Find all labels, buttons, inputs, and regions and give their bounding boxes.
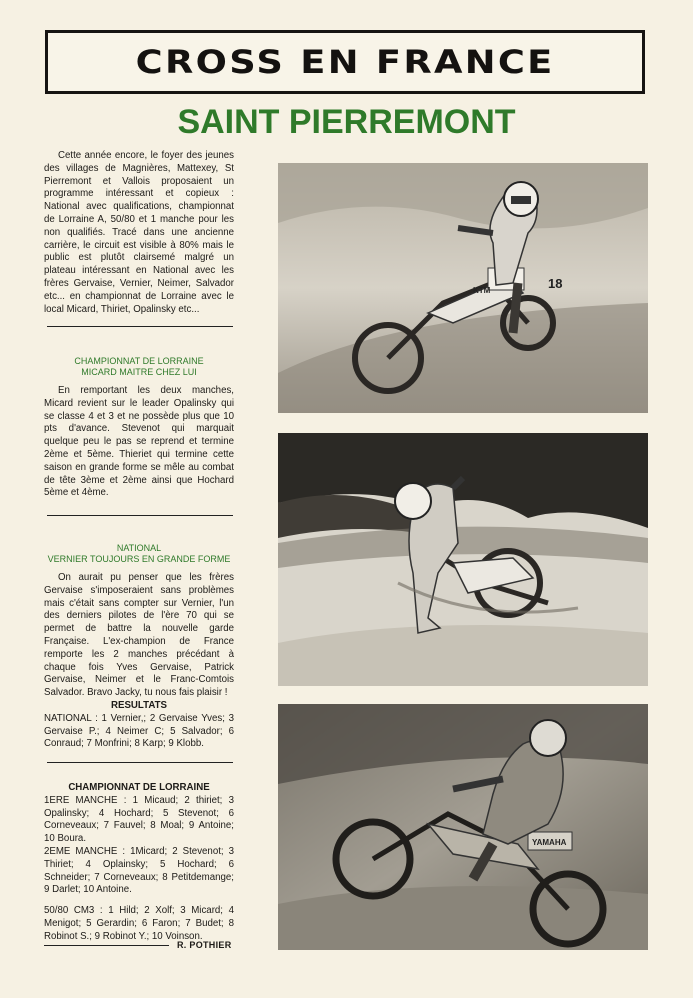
divider: [47, 515, 233, 516]
bike-brand-ktm: KTM: [473, 286, 491, 295]
lorraine-paragraph: En remportant les deux manches, Micard revient sur le leader Opalinsky qui se classe 4 et 3 et ne possède plus que 10 pts d'avance. Stevenot qui marquait quelque peu le pas se reprend et termine 2ème et 5ème. Thieriet qui termine cette saison en grande forme se mêle au combat de tête 3ème et 2ème ainsi que Hochard 5ème et 4ème.: [44, 385, 234, 499]
photo-rider-ktm-illustration: [278, 163, 648, 413]
divider: [47, 762, 233, 763]
section-title: CROSS EN FRANCE: [135, 43, 555, 81]
author-name: R. POTHIER: [177, 940, 232, 950]
byline: [44, 938, 234, 952]
intro-column: [44, 150, 234, 316]
lorraine-column: [44, 385, 234, 500]
manche2-results: 2EME MANCHE : 1Micard; 2 Stevenot; 3 Thiriet; 4 Oplainsky; 5 Hochard; 6 Schneider; 7 Corneveaux; 8 Petitdemange; 9 Darlet; 10 Antoine.: [44, 845, 234, 896]
lorraine-heading-line1: CHAMPIONNAT DE LORRAINE: [74, 356, 204, 366]
photo-rider-yamaha: [278, 704, 648, 950]
national-column: [44, 572, 234, 751]
manche1-results: 1ERE MANCHE : 1 Micaud; 2 thiriet; 3 Opalinsky; 4 Hochard; 5 Stevenot; 6 Corneveaux; 7 Fauvel; 8 Moal; 9 Antoine; 10 Boura.: [44, 794, 234, 845]
intro-paragraph: Cette année encore, le foyer des jeunes des villages de Magnières, Mattexey, St Pierremont et Vallois proposaient un programme intéressant et copieux : National avec qualifications, championnat de Lorraine A, 50/80 et 1 manche pour les non qualifiés. Tracé dans une ancienne carrière, le circuit est visible à 80% mais le public est plutôt clairsemé malgré un plateau intéressant en National avec les frères Gervaise, Vernier, Neimer, Salvador etc... en championnat de Lorraine avec le local Micard, Thiriet, Opalinsky etc...: [44, 150, 234, 315]
cm3-results: 50/80 CM3 : 1 Hild; 2 Xolf; 3 Micard; 4 Menigot; 5 Gerardin; 6 Faron; 7 Budet; 8 Robinot S.; 9 Robinot Y.; 10 Voinson.: [44, 905, 234, 942]
national-paragraph: On aurait pu penser que les frères Gervaise s'imposeraient sans problèmes mais c'était sans compter sur Vernier, l'un des derniers pilotes de l'ère 70 qui se permet de battre la nouvelle garde Française. L'ex-champion de France remporte les 2 manches précédant à chaque fois Yves Gervaise, Patrick Gervaise, Neimer et le Franc-Comtois Salvador. Bravo Jacky, tu nous fais plaisir !: [44, 572, 234, 699]
national-heading-line2: VERNIER TOUJOURS EN GRANDE FORME: [47, 554, 231, 564]
divider: [47, 326, 233, 327]
photo-rider-ktm: [278, 163, 648, 413]
lorraine-results-heading: CHAMPIONNAT DE LORRAINE: [68, 782, 210, 793]
national-heading: [44, 543, 234, 565]
national-results: NATIONAL : 1 Vernier,; 2 Gervaise Yves; 3 Gervaise P.; 4 Neimer C; 5 Salvador; 6 Conraud; 7 Monfrini; 8 Karp; 9 Klobb.: [44, 712, 234, 750]
photo-rider-cornering-illustration: [278, 433, 648, 686]
byline-rule: [44, 945, 169, 946]
event-title: SAINT PIERREMONT: [177, 103, 516, 141]
results-title: RESULTATS: [111, 699, 167, 711]
lorraine-results-column: [44, 782, 234, 944]
lorraine-heading-line2: MICARD MAITRE CHEZ LUI: [81, 367, 197, 377]
national-heading-line1: NATIONAL: [116, 543, 162, 553]
section-banner: [45, 30, 645, 94]
lorraine-heading: [44, 356, 234, 378]
photo-rider-cornering: [278, 433, 648, 686]
bike-brand-yamaha: YAMAHA: [532, 838, 567, 847]
photo-rider-yamaha-illustration: [278, 704, 648, 950]
bike-number: 18: [548, 276, 563, 291]
